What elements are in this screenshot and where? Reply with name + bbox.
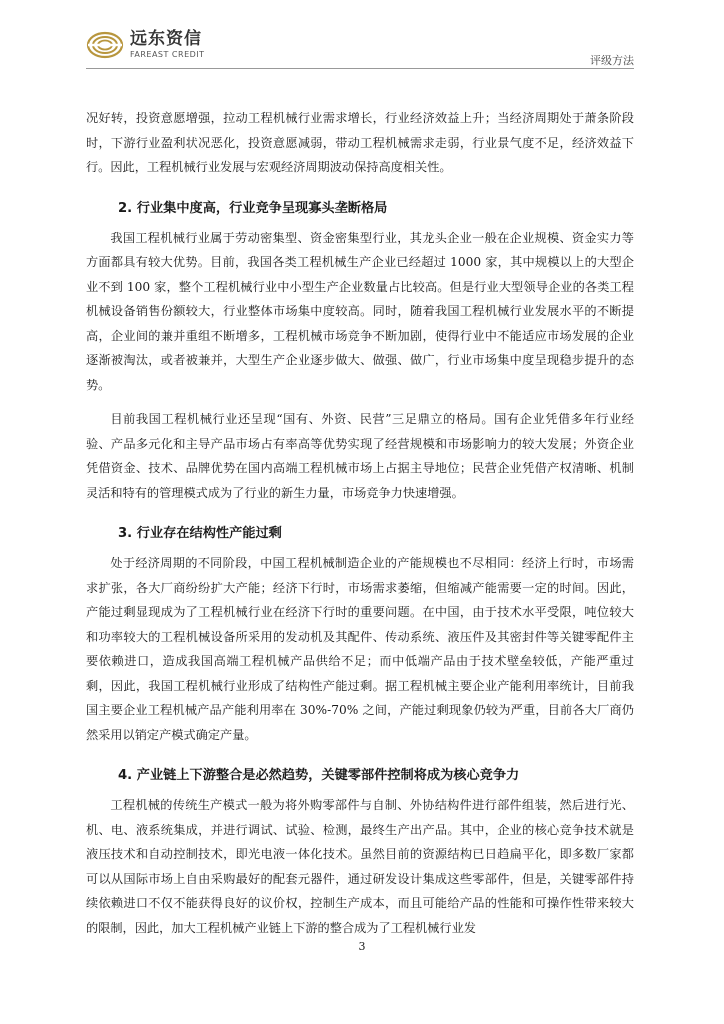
paragraph-ownership-structure: 目前我国工程机械行业还呈现“国有、外资、民营”三足鼎立的格局。国有企业凭借多年行业经验、产品多元化和主导产品市场占有率高等优势实现了经营规模和市场影响力的较大发展；外资企业凭借资金、技术、品牌优势在国内高端工程机械市场上占据主导地位；民营企业凭借产权清晰、机制灵活和特有的管理模式成为了行业的新生力量，市场竞争力快速增强。 (86, 412, 634, 500)
logo-english-name: FAREAST CREDIT (130, 50, 205, 59)
heading-section-3: 3. 行业存在结构性产能过剩 (118, 526, 282, 541)
page-header (86, 30, 634, 70)
heading-section-2: 2. 行业集中度高，行业竞争呈现寡头垄断格局 (118, 200, 388, 216)
header-divider (86, 68, 634, 69)
fareast-logo-icon (86, 30, 124, 60)
heading-section-4: 4. 产业链上下游整合是必然趋势，关键零部件控制将成为核心竞争力 (118, 768, 520, 783)
logo-chinese-name: 远东资信 (130, 29, 202, 49)
paragraph-industry-chain: 工程机械的传统生产模式一般为将外购零部件与自制、外协结构件进行部件组装，然后进行光、机、电、液系统集成，并进行调试、试验、检测，最终生产出产品。其中，企业的核心竞争技术就是液压技术和自动控制技术，即光电液一体化技术。虽然目前的资源结构已日趋扁平化，即多数厂家都可以从国际市场上自由采购最好的配套元器件，通过研发设计集成这些零部件，但是，关键零部件持续依赖进口不仅不能获得良好的议价权，控制生产成本，而且可能给产品的性能和可操作性带来较大的限制，因此，加大工程机械产业链上下游的整合成为了工程机械行业发 (86, 798, 634, 935)
company-logo (86, 30, 205, 60)
document-body (86, 106, 634, 940)
paragraph-continued: 况好转，投资意愿增强，拉动工程机械行业需求增长，行业经济效益上升；当经济周期处于萧条阶段时，下游行业盈利状况恶化，投资意愿减弱，带动工程机械需求走弱，行业景气度不足，经济效益下行。因此，工程机械行业发展与宏观经济周期波动保持高度相关性。 (86, 111, 634, 174)
section-title: 评级方法 (590, 54, 634, 67)
paragraph-concentration: 我国工程机械行业属于劳动密集型、资金密集型行业，其龙头企业一般在企业规模、资金实力等方面都具有较大优势。目前，我国各类工程机械生产企业已经超过 1000 家，其中规模以上的大型企业不到 100 家，整个工程机械行业中小型生产企业数量占比较高。但是行业大型领导企业的各类工程机械设备销售份额较大，行业整体市场集中度较高。同时，随着我国工程机械行业发展水平的不断提高，企业间的兼并重组不断增多，工程机械市场竞争不断加剧，使得行业中不能适应市场发展的企业逐渐被淘汰，或者被兼并，大型生产企业逐步做大、做强、做广，行业市场集中度呈现稳步提升的态势。 (86, 230, 634, 392)
paragraph-overcapacity: 处于经济周期的不同阶段，中国工程机械制造企业的产能规模也不尽相同：经济上行时，市场需求扩张，各大厂商纷纷扩大产能；经济下行时，市场需求萎缩，但缩减产能需要一定的时间。因此，产能过剩显现成为了工程机械行业在经济下行时的重要问题。在中国，由于技术水平受限，吨位较大和功率较大的工程机械设备所采用的发动机及其配件、传动系统、液压件及其密封件等关键零配件主要依赖进口，造成我国高端工程机械产品供给不足；而中低端产品由于技术壁垒较低，产能严重过剩，因此，我国工程机械行业形成了结构性产能过剩。据工程机械主要企业产能利用率统计，目前我国主要企业工程机械产品产能利用率在 30%-70% 之间，产能过剩现象仍较为严重，目前各大厂商仍然采用以销定产模式确定产量。 (86, 556, 634, 742)
page-number: 3 (358, 940, 366, 953)
